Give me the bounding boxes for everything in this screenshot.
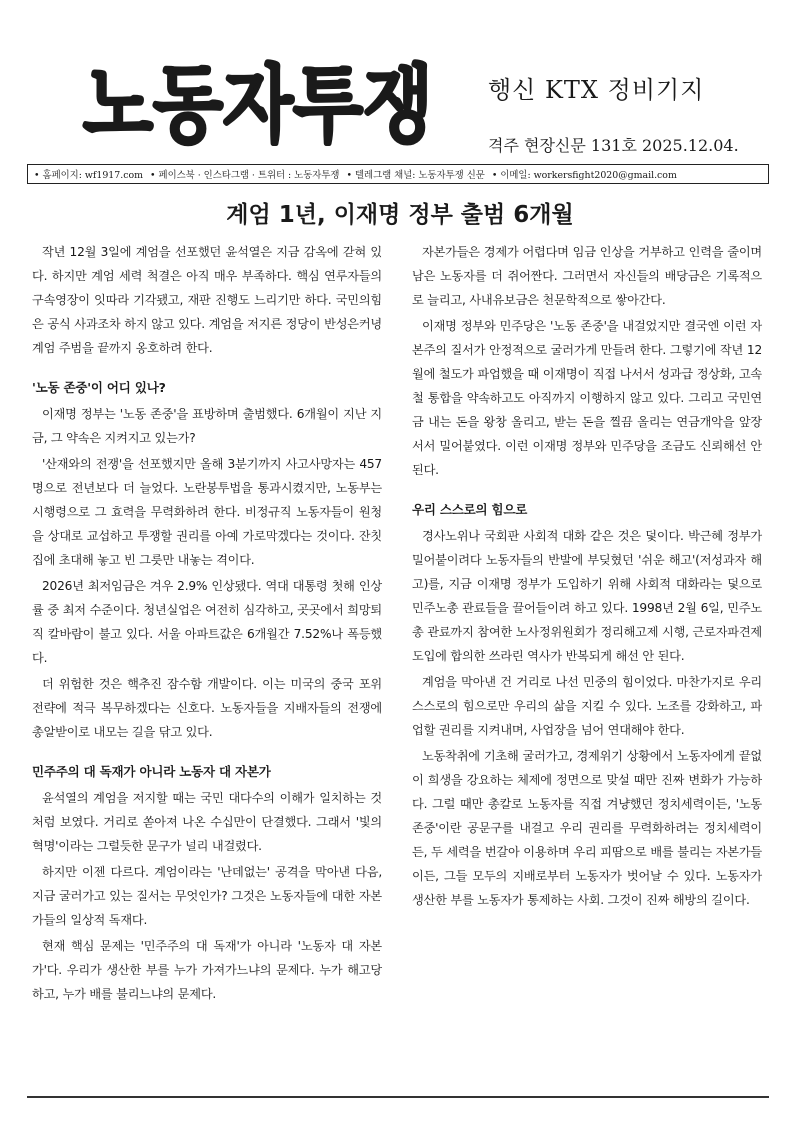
article-column-left — [32, 240, 382, 1008]
paragraph: 자본가들은 경제가 어렵다며 임금 인상을 거부하고 인력을 줄이며 남은 노동자를 더 쥐어짠다. 그러면서 자신들의 배당금은 기록적으로 늘리고, 사내유보금은 천문학적으로 쌓아간다. — [412, 245, 762, 307]
article-headline: 계엄 1년, 이재명 정부 출범 6개월 — [226, 202, 574, 228]
paragraph: 현재 핵심 문제는 '민주주의 대 독재'가 아니라 '노동자 대 자본가'다. 우리가 생산한 부를 누가 가져가느냐의 문제다. 누가 해고당하고, 누가 배를 불리느냐의 문제다. — [32, 939, 382, 1001]
workplace-title: 행신 KTX 정비기지 — [488, 76, 705, 104]
newspaper-logo — [78, 52, 438, 152]
paragraph: 이재명 정부와 민주당은 '노동 존중'을 내걸었지만 결국엔 이런 자본주의 질서가 안정적으로 굴러가게 만들려 한다. 그렇기에 작년 12월에 철도가 파업했을 때 이재명이 직접 나서서 성과급 정상화, 고속철 통합을 약속하고도 아직까지 이행하지 않고 있다. 그리고 국민연금 내는 돈을 왕창 올리고, 받는 돈을 찔끔 올리는 연금개악을 앞장서서 밀어붙였다. 이런 이재명 정부와 민주당을 조금도 신뢰해선 안 된다. — [412, 319, 762, 477]
paragraph: 더 위험한 것은 핵추진 잠수함 개발이다. 이는 미국의 중국 포위 전략에 적극 복무하겠다는 신호다. 노동자들을 지배자들의 전쟁에 총알받이로 내모는 길을 닦고 있다. — [32, 677, 382, 739]
footer-divider — [27, 1096, 769, 1098]
paragraph: 작년 12월 3일에 계엄을 선포했던 윤석열은 지금 감옥에 갇혀 있다. 하지만 계엄 세력 척결은 아직 매우 부족하다. 핵심 연루자들의 구속영장이 잇따라 기각됐고, 재판 진행도 느리기만 하다. 국민의힘은 공식 사과조차 하지 않고 있다. 계엄을 저지른 정당이 반성은커녕 계엄 주범을 끝까지 옹호하려 한다. — [32, 245, 382, 355]
section-heading: '노동 존중'이 어디 있나? — [32, 380, 166, 395]
logo-text: 노동자투쟁 — [83, 56, 433, 154]
paragraph: 이재명 정부는 '노동 존중'을 표방하며 출범했다. 6개월이 지난 지금, 그 약속은 지켜지고 있는가? — [32, 407, 382, 445]
section-heading: 민주주의 대 독재가 아니라 노동자 대 자본가 — [32, 764, 271, 779]
paragraph: 윤석열의 계엄을 저지할 때는 국민 대다수의 이해가 일치하는 것처럼 보였다. 거리로 쏟아져 나온 수십만이 단결했다. 그래서 '빛의 혁명'이라는 그럴듯한 문구가 널리 내걸렸다. — [32, 791, 382, 853]
issue-info: 격주 현장신문 131호 2025.12.04. — [488, 136, 739, 155]
paragraph: 하지만 이젠 다르다. 계엄이라는 '난데없는' 공격을 막아낸 다음, 지금 굴러가고 있는 질서는 무엇인가? 그것은 노동자들에 대한 자본가들의 일상적 독재다. — [32, 865, 382, 927]
telegram-info: • 텔레그램 채널: 노동자투쟁 신문 — [346, 170, 485, 181]
contact-info-bar — [27, 164, 769, 184]
paragraph: 계엄을 막아낸 건 거리로 나선 민중의 힘이었다. 마찬가지로 우리 스스로의 힘으로만 우리의 삶을 지킬 수 있다. 노조를 강화하고, 파업할 권리를 지켜내며, 사업장을 넘어 연대해야 한다. — [412, 675, 762, 737]
article-column-right — [412, 240, 762, 914]
paragraph: 경사노위나 국회판 사회적 대화 같은 것은 덫이다. 박근혜 정부가 밀어붙이려다 노동자들의 반발에 부딪혔던 '쉬운 해고'(저성과자 해고)를, 지금 이재명 정부가 도입하기 위해 사회적 대화라는 덫으로 민주노총 관료들을 끌어들이려 하고 있다. 1998년 2월 6일, 민주노총 관료까지 참여한 노사정위원회가 정리해고제 시행, 근로자파견제 도입에 합의한 쓰라린 역사가 반복되게 해선 안 된다. — [412, 529, 762, 663]
masthead — [48, 52, 752, 155]
homepage-link[interactable]: • 홈페이지: wf1917.com — [34, 170, 143, 181]
social-info: • 페이스북 · 인스타그램 · 트위터 : 노동자투쟁 — [150, 170, 340, 181]
paragraph: 노동착취에 기초해 굴러가고, 경제위기 상황에서 노동자에게 끝없이 희생을 강요하는 체제에 정면으로 맞설 때만 진짜 변화가 가능하다. 그럴 때만 총칼로 노동자를 직접 겨냥했던 정치세력이든, '노동 존중'이란 공문구를 내걸고 우리 권리를 무력화하려는 정치세력이든, 두 세력을 번갈아 이용하며 우리 피땀으로 배를 불리는 자본가들이든, 그들 모두의 지배로부터 노동자가 벗어날 수 있다. 노동자가 생산한 부를 노동자가 통제하는 사회. 그것이 진짜 해방의 길이다. — [412, 749, 762, 907]
paragraph: 2026년 최저임금은 겨우 2.9% 인상됐다. 역대 대통령 첫해 인상률 중 최저 수준이다. 청년실업은 여전히 심각하고, 곳곳에서 희망퇴직 칼바람이 불고 있다. 서울 아파트값은 6개월간 7.52%나 폭등했다. — [32, 579, 382, 665]
email-info[interactable]: • 이메일: workersfight2020@gmail.com — [491, 170, 677, 181]
masthead-side — [483, 70, 803, 156]
paragraph: '산재와의 전쟁'을 선포했지만 올해 3분기까지 사고사망자는 457명으로 전년보다 더 늘었다. 노란봉투법을 통과시켰지만, 노동부는 시행령으로 그 효력을 무력화하려 한다. 비정규직 노동자들이 원청을 상대로 교섭하고 투쟁할 권리를 아예 가로막겠다는 것이다. 잔칫집에 초대해 놓고 빈 그릇만 내놓는 격이다. — [32, 457, 382, 567]
section-heading: 우리 스스로의 힘으로 — [412, 502, 528, 517]
